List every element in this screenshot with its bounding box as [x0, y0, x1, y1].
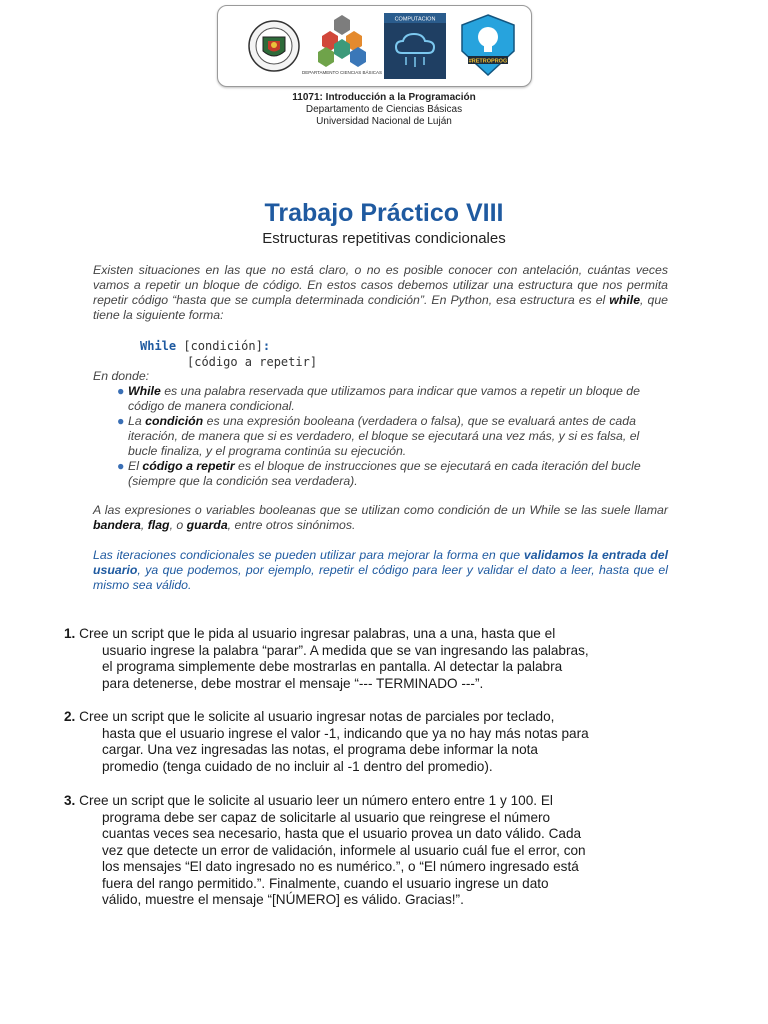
- definition-list: [117, 384, 672, 489]
- exercise-item: [64, 793, 669, 909]
- code-colon: :: [262, 339, 271, 353]
- bullet-bold: While: [128, 384, 161, 398]
- intro-text: Existen situaciones en las que no está claro, o no es posible conocer con antelación, cuántas veces vamos a repetir un bloque de código. En estos casos debemos utilizar una estructura que nos permita repetir código “hasta que se cumpla determinada condición”. En Python, esa estructura es el: [93, 263, 668, 307]
- flags-guarda: guarda: [186, 518, 228, 532]
- department-name: Departamento de Ciencias Básicas: [305, 104, 463, 115]
- exercise-number: 3.: [64, 793, 76, 808]
- bullet-icon: ●: [117, 459, 125, 473]
- exercise-line: vez que detecte un error de validación, informele al usuario cuál fue el error, con: [102, 842, 586, 858]
- flags-text-end: , entre otros sinónimos.: [227, 518, 356, 532]
- exercise-line: Cree un script que le solicite al usuario ingresar notas de parciales por teclado,: [79, 709, 555, 724]
- flags-flag: flag: [147, 518, 170, 532]
- bullet-text: es una expresión booleana (verdadera o falsa), que se evaluará antes de cada iteración, de manera que si es verdadero, el bloque se ejecutará una vez más, y si es falsa, el bucle finaliza, y el programa continúa su ejecución.: [128, 414, 640, 458]
- bullet-text: es una palabra reservada que utilizamos para indicar que vamos a repetir un bloque de código de manera condicional.: [128, 384, 640, 413]
- where-label: En donde:: [93, 369, 150, 383]
- exercise-line: los mensajes “El dato ingresado no es numérico.”, o “El número ingresado está: [102, 859, 579, 874]
- exercise-line: válido, muestre el mensaje “[NÚMERO] es válido. Gracias!”.: [102, 892, 464, 907]
- exercise-number: 2.: [64, 709, 76, 724]
- department-hexagons-icon: [302, 13, 382, 79]
- validation-text-end: , ya que podemos, por ejemplo, repetir el código para leer y validar el dato a leer, hasta que el mismo sea válido.: [93, 563, 668, 592]
- page-title: Trabajo Práctico VIII: [264, 199, 504, 227]
- course-title: 11071: Introducción a la Programación: [292, 92, 476, 103]
- dept-logo-text: DEPARTAMENTO CIENCIAS BÁSICAS: [302, 70, 382, 75]
- course-header: [0, 92, 768, 128]
- flags-sep: ,: [140, 518, 148, 532]
- exercise-line: promedio (tenga cuidado de no incluir al -1 dentro del promedio).: [102, 758, 493, 774]
- logo-bar: [217, 5, 532, 87]
- flags-sep: , o: [169, 518, 187, 532]
- validation-bold: validamos la entrada del usuario: [93, 548, 668, 577]
- intro-paragraph: [93, 263, 668, 323]
- validation-paragraph: [93, 548, 668, 593]
- exercise-line: usuario ingrese la palabra “parar”. A medida que se van ingresando las palabras,: [102, 642, 589, 658]
- computacion-cloud-icon: [384, 13, 446, 79]
- list-item: [117, 414, 672, 459]
- bullet-icon: ●: [117, 414, 125, 428]
- university-name: Universidad Nacional de Luján: [316, 116, 452, 127]
- list-item: [117, 459, 672, 489]
- exercise-line: hasta que el usuario ingrese el valor -1, indicando que ya no hay más notas para: [102, 725, 589, 741]
- university-seal-icon: [248, 13, 300, 79]
- bullet-bold: código a repetir: [142, 459, 235, 473]
- code-block: [140, 338, 317, 370]
- list-item: [117, 384, 672, 414]
- validation-text: Las iteraciones condicionales se pueden utilizar para mejorar la forma en que: [93, 548, 524, 562]
- code-keyword: While: [140, 339, 177, 353]
- exercise-line: fuera del rango permitido.”. Finalmente, cuando el usuario ingrese un dato: [102, 875, 549, 891]
- intro-text-end: , que tiene la siguiente forma:: [93, 293, 668, 322]
- exercise-line: para detenerse, debe mostrar el mensaje “--- TERMINADO ---”.: [102, 675, 484, 691]
- code-body: [código a repetir]: [187, 355, 318, 369]
- exercise-line: Cree un script que le solicite al usuario leer un número entero entre 1 y 100. El: [79, 793, 553, 808]
- retroprog-logo-text: #RETROPROG: [468, 58, 508, 65]
- exercise-line: cuantas veces sea necesario, hasta que el usuario provea un dato válido. Cada: [102, 826, 582, 841]
- exercise-item: [64, 709, 669, 775]
- flags-paragraph: [93, 503, 668, 533]
- bullet-bold: condición: [145, 414, 204, 428]
- code-condition: [condición]: [176, 339, 263, 353]
- exercise-line: cargar. Una vez ingresadas las notas, el programa debe informar la nota: [102, 742, 538, 757]
- exercise-line: el programa simplemente debe mostrarlas en pantalla. Al detectar la palabra: [102, 659, 563, 674]
- exercise-item: [64, 626, 669, 692]
- flags-text: A las expresiones o variables booleanas que se utilizan como condición de un While se las suele llamar: [93, 503, 668, 517]
- bullet-text: es el bloque de instrucciones que se ejecutará en cada iteración del bucle (siempre que la condición sea verdadera).: [128, 459, 641, 488]
- page-subtitle: Estructuras repetitivas condicionales: [262, 230, 506, 247]
- exercise-line: Cree un script que le pida al usuario ingresar palabras, una a una, hasta que el: [79, 626, 556, 641]
- flags-bandera: bandera: [93, 518, 141, 532]
- exercise-line: programa debe ser capaz de solicitarle al usuario que reingrese el número: [102, 809, 551, 825]
- computacion-logo-text: COMPUTACION: [394, 16, 436, 23]
- intro-bold: while: [609, 293, 641, 307]
- exercise-number: 1.: [64, 626, 76, 641]
- bulb-shield-icon: [458, 13, 518, 79]
- bullet-pre: El: [128, 459, 143, 473]
- bullet-pre: La: [128, 414, 146, 428]
- bullet-icon: ●: [117, 384, 125, 398]
